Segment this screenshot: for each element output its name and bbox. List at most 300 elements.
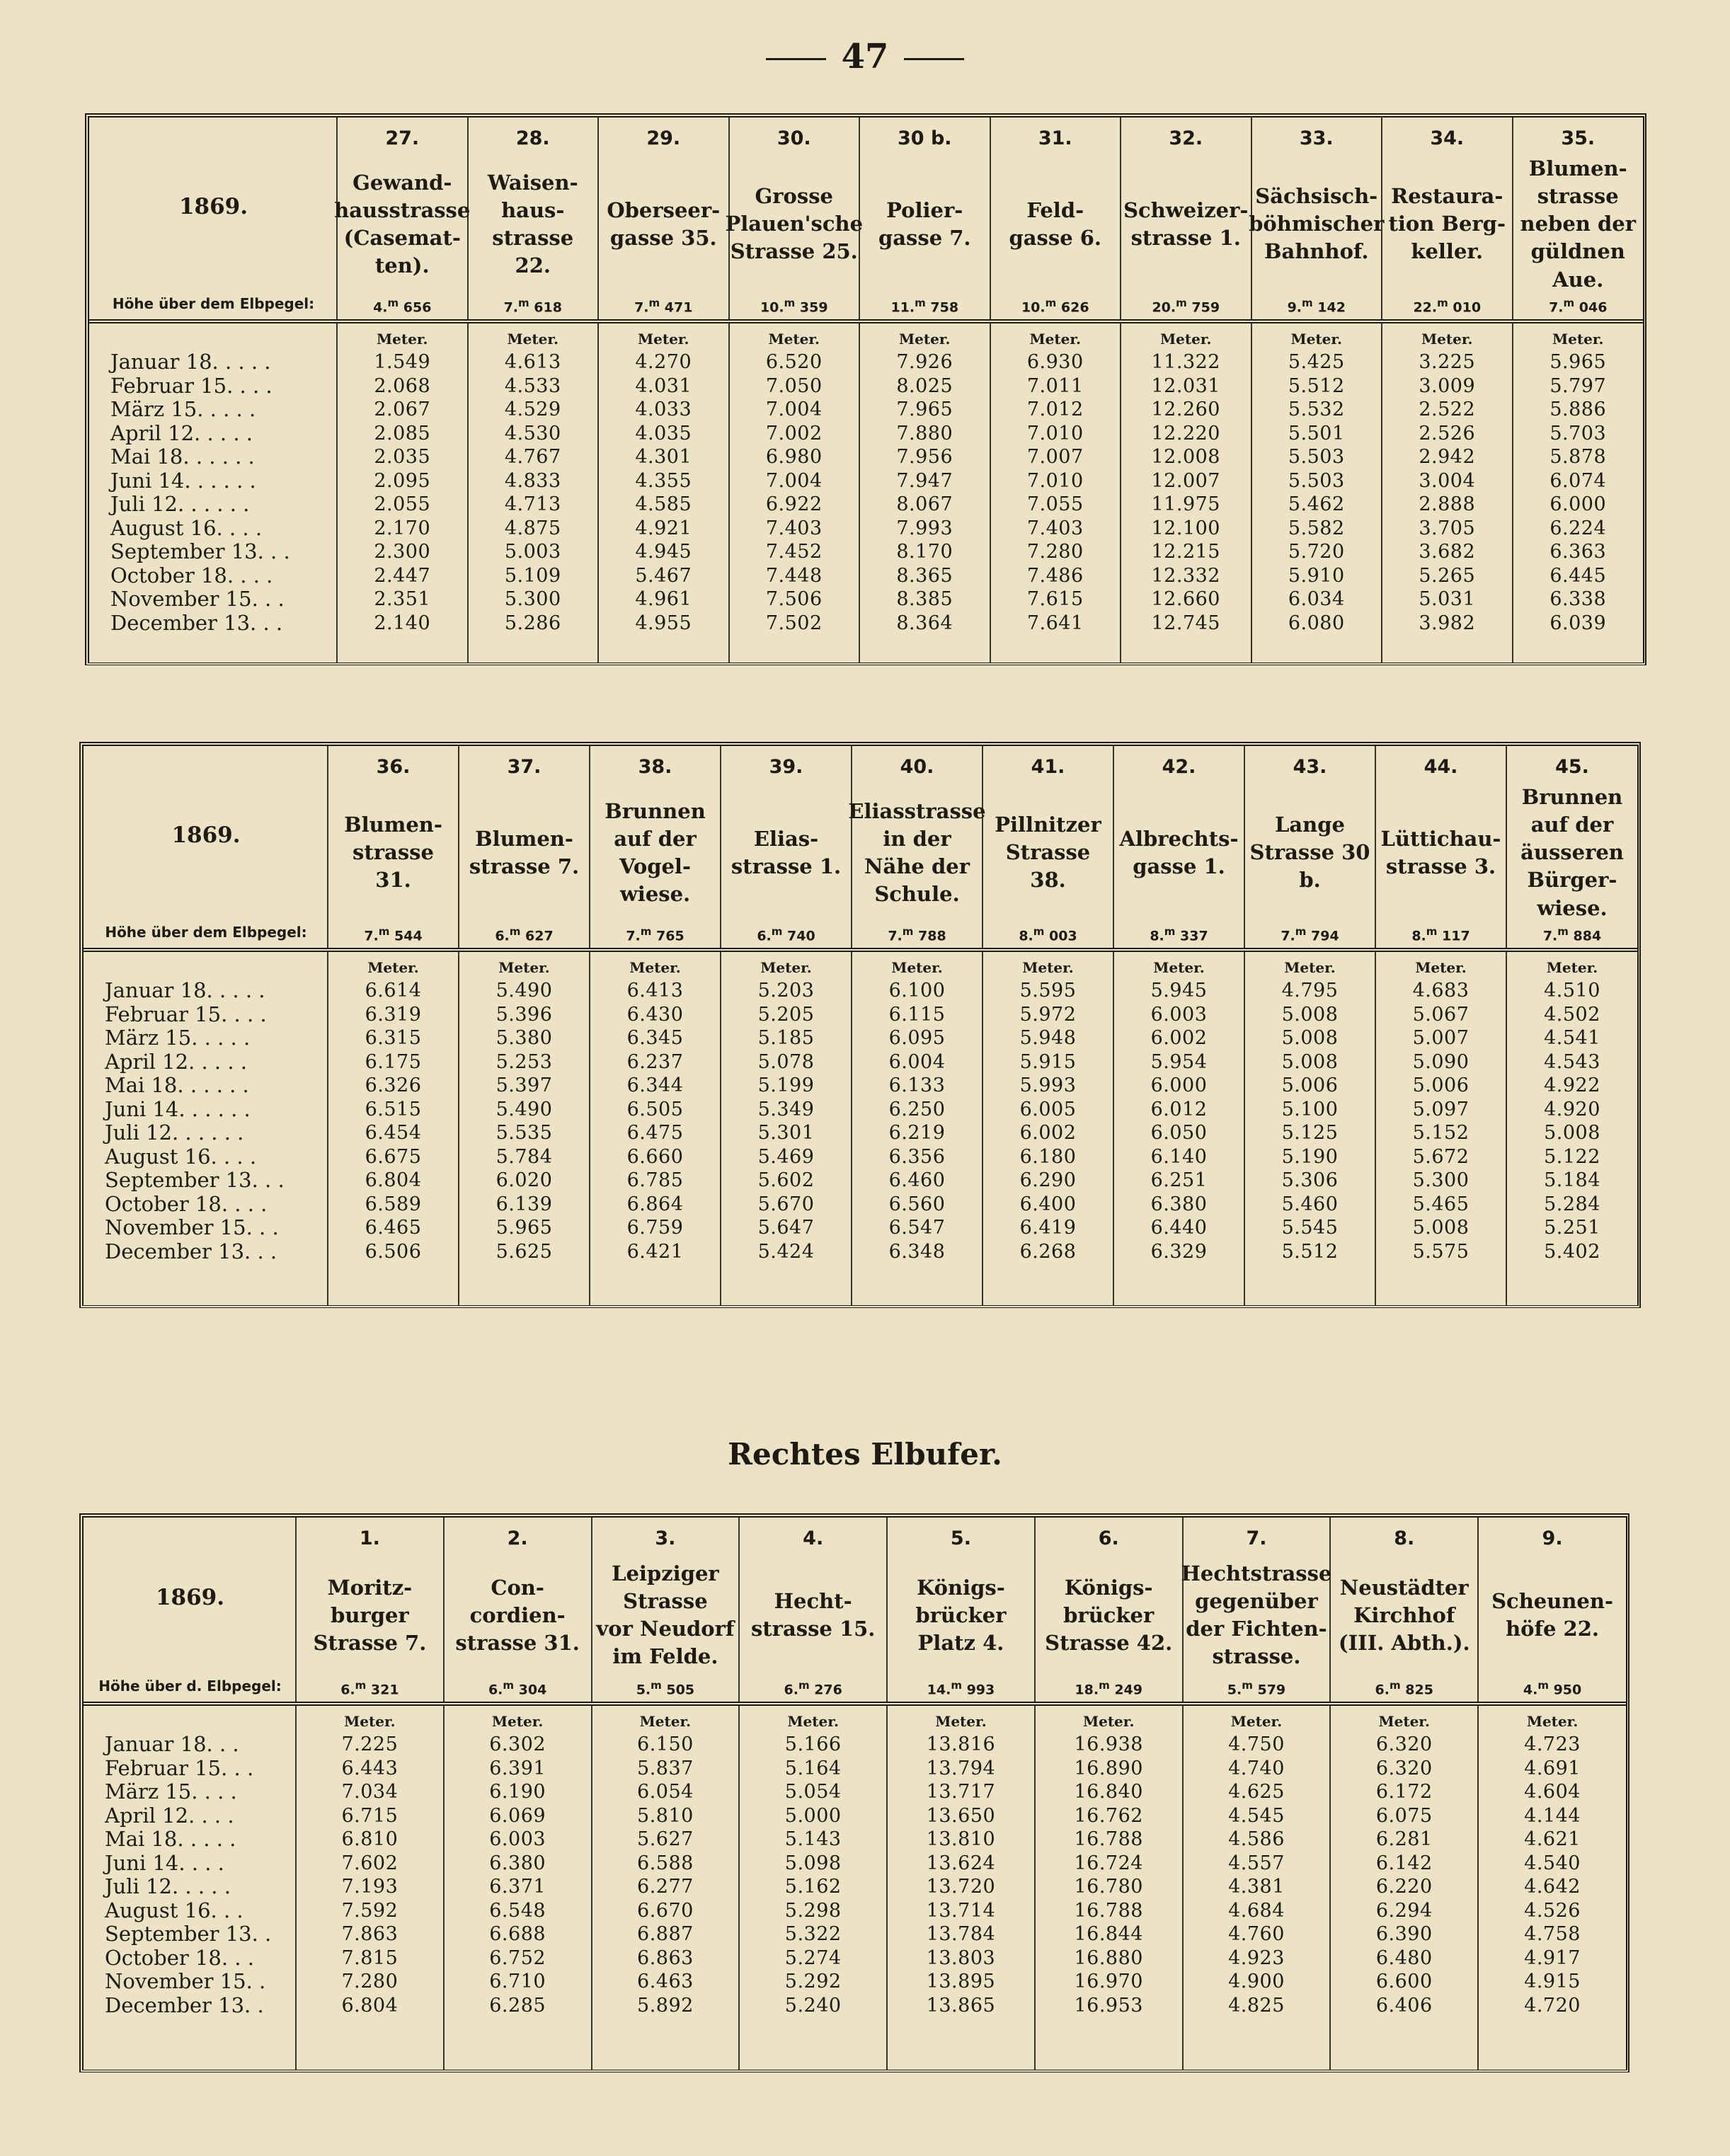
value-item: 5.380 [495,1027,553,1050]
value-item: 6.356 [888,1145,946,1168]
value-item: 6.002 [1150,1027,1208,1050]
value-cell [729,321,860,663]
unit-label: Meter. [760,959,812,977]
column-header [1113,746,1244,950]
value-item: 6.390 [1375,1923,1433,1945]
value-item: 5.349 [757,1098,815,1120]
value-item: 6.520 [765,351,823,374]
value-item: 5.396 [495,1003,553,1026]
column-header-content [599,117,728,319]
value-item: 5.306 [1281,1169,1339,1192]
unit-label: Meter. [1022,959,1074,977]
value-item: 4.526 [1524,1899,1581,1922]
date-item: April 12. . . . [105,1804,234,1828]
value-cell [721,950,852,1305]
value-item: 5.292 [784,1971,842,1992]
water-level-table-right-bank [79,1513,1629,2072]
value-item: 5.993 [1019,1074,1077,1097]
well-height: 8.$^m$ 117 [1411,924,1470,944]
value-item: 6.430 [626,1003,684,1026]
value-item: 5.152 [1412,1122,1470,1145]
well-number: 40. [900,756,934,778]
page-number-dash-right [904,58,964,60]
value-list [1331,1733,1477,2017]
well-height: 4.$^m$ 656 [373,296,432,316]
value-item: 4.529 [504,398,561,421]
value-item: 5.067 [1412,1003,1470,1026]
date-item: September 13. . [105,1922,272,1946]
value-item: 6.440 [1150,1217,1208,1239]
value-item: 5.274 [784,1946,842,1969]
value-item: 12.215 [1151,541,1220,563]
value-item: 6.320 [1375,1733,1433,1755]
well-number: 32. [1169,127,1203,149]
well-location-text: Lange Strasse 30 b. [1249,813,1370,893]
value-item: 7.815 [341,1946,399,1969]
value-item: 6.864 [626,1193,684,1215]
value-item: 7.926 [896,351,953,374]
column-header-content [721,746,851,948]
value-item: 5.965 [1549,351,1607,374]
value-item: 5.501 [1288,422,1345,445]
value-list [1513,350,1644,635]
well-location-text: Blumen- strasse neben der güldnen Aue. [1520,156,1636,292]
value-item: 13.810 [926,1828,996,1850]
value-item: 8.385 [896,588,953,611]
page-number-dash-left [766,58,826,60]
value-item: 6.220 [1375,1876,1433,1898]
value-item: 7.002 [765,422,823,445]
well-height: 6.$^m$ 740 [757,924,815,944]
value-cell [1330,1704,1478,2070]
value-item: 5.462 [1288,493,1345,516]
data-table [89,117,1643,663]
value-item: 5.910 [1288,564,1345,587]
well-location-text: Albrechts- gasse 1. [1119,826,1239,878]
unit-label: Meter. [1290,331,1342,348]
value-list [459,979,589,1263]
value-item: 2.888 [1419,493,1476,516]
value-item: 4.625 [1228,1781,1285,1803]
date-list [84,979,327,1263]
value-cell [1513,321,1644,663]
value-item: 6.463 [637,1971,694,1992]
value-item: 7.280 [1026,541,1084,563]
well-location-text: Con- cordien- strasse 31. [455,1575,580,1655]
value-item: 7.502 [765,612,823,634]
value-item: 3.705 [1419,517,1476,539]
value-item: 16.953 [1074,1994,1143,2017]
well-height: 6.$^m$ 304 [488,1678,547,1697]
label-header-cell [89,117,337,321]
value-item: 6.315 [365,1027,422,1050]
well-height: 10.$^m$ 359 [760,296,828,316]
value-item: 4.144 [1524,1804,1581,1827]
value-cell [590,950,721,1305]
well-location-text: Königs- brücker Strasse 42. [1045,1575,1173,1655]
well-location [1248,784,1372,922]
year-label: 1869. [178,193,248,219]
column-header [592,1518,740,1704]
height-label: Höhe über dem Elbpegel: [112,295,315,313]
value-item: 6.000 [1150,1074,1208,1097]
value-item: 5.972 [1019,1003,1077,1026]
value-item: 16.724 [1074,1852,1143,1874]
section-heading: Rechtes Elbufer. [728,1437,1002,1472]
value-item: 3.982 [1419,612,1476,634]
column-header-content [1114,746,1244,948]
value-item: 5.190 [1281,1145,1339,1168]
value-list [1245,979,1375,1263]
value-item: 5.205 [757,1003,815,1026]
value-item: 4.767 [504,446,561,469]
value-item: 6.290 [1019,1169,1077,1192]
page-number [0,37,1730,76]
value-item: 4.543 [1544,1050,1600,1073]
column-header [334,117,471,321]
value-cell [852,950,983,1305]
well-number: 41. [1031,756,1065,778]
value-item: 5.469 [757,1145,815,1168]
value-item: 6.080 [1288,612,1345,634]
column-header-content [1181,1518,1332,1702]
value-item: 6.363 [1549,541,1607,563]
label-header-cell [84,1518,296,1704]
column-header [459,746,590,950]
value-item: 6.039 [1549,612,1607,634]
column-header-content [740,1518,886,1702]
unit-label: Meter. [935,1713,987,1730]
value-item: 6.002 [1019,1122,1077,1145]
value-item: 6.250 [888,1098,946,1120]
value-item: 5.784 [495,1145,553,1168]
value-item: 5.006 [1281,1074,1339,1097]
value-list [1376,979,1506,1263]
unit-label: Meter. [1284,959,1336,977]
value-item: 2.942 [1419,446,1476,469]
value-cell [859,321,990,663]
height-label: Höhe über d. Elbpegel: [98,1678,282,1695]
value-item: 7.947 [896,469,953,492]
well-number: 31. [1038,127,1072,149]
value-list [338,350,467,635]
value-item: 4.683 [1412,980,1470,1002]
value-item: 4.920 [1544,1098,1600,1120]
value-item: 6.547 [888,1217,946,1239]
value-cell [296,1704,444,2070]
column-header-content [469,117,598,319]
value-item: 11.322 [1151,351,1220,374]
well-location [455,1555,579,1676]
well-location-text: Oberseer- gasse 35. [607,197,721,250]
value-item: 5.298 [784,1899,842,1922]
value-item: 6.475 [626,1122,684,1145]
well-location [331,784,455,922]
well-height: 6.$^m$ 825 [1375,1678,1433,1697]
date-item: Juli 12. . . . . [105,1875,231,1898]
column-header [1506,746,1637,950]
well-number: 37. [507,756,542,778]
value-item: 12.745 [1151,612,1220,634]
well-location-text: Feld- gasse 6. [1009,197,1102,250]
value-item: 6.319 [365,1003,422,1026]
value-item: 4.723 [1524,1733,1581,1755]
well-height: 7.$^m$ 884 [1542,924,1602,944]
date-cell [84,950,328,1305]
value-item: 4.035 [635,422,692,445]
height-label: Höhe über dem Elbpegel: [105,924,307,941]
value-item: 5.100 [1281,1098,1339,1120]
well-height: 5.$^m$ 579 [1227,1678,1286,1697]
value-item: 5.300 [1412,1169,1470,1192]
data-row [84,950,1637,1305]
value-item: 5.300 [504,588,561,611]
column-header-content [888,1518,1034,1702]
value-item: 6.003 [1150,1003,1208,1026]
value-item: 3.682 [1419,541,1476,563]
value-item: 4.545 [1228,1804,1285,1827]
value-item: 5.490 [495,980,553,1002]
well-location-text: Elias- strasse 1. [731,826,842,878]
value-item: 7.880 [896,422,953,445]
value-item: 6.560 [888,1193,946,1215]
value-item: 6.281 [1375,1828,1433,1850]
water-level-table-left-bank-1 [85,113,1646,665]
value-item: 5.965 [495,1217,553,1239]
date-list [89,350,336,635]
value-item: 5.301 [757,1122,815,1145]
well-height: 14.$^m$ 993 [927,1678,995,1697]
value-item: 16.890 [1074,1757,1143,1779]
value-item: 6.980 [765,446,823,469]
value-item: 7.993 [896,517,953,539]
value-item: 6.150 [637,1733,694,1755]
value-list [740,1733,886,2017]
unit-label: Meter. [1552,331,1604,348]
column-header-content [1245,746,1375,948]
value-item: 2.300 [374,541,431,563]
header-row [84,1518,1626,1704]
value-item: 6.224 [1549,517,1607,539]
value-item: 16.780 [1074,1876,1143,1898]
value-cell [1375,950,1506,1305]
date-item: November 15. . . [110,587,285,612]
value-item: 6.400 [1019,1193,1077,1215]
value-item: 5.915 [1019,1050,1077,1073]
value-item: 6.887 [637,1923,694,1945]
value-item: 5.006 [1412,1074,1470,1097]
well-location-text: Gewand- hausstrasse (Casemat- ten). [334,170,471,277]
value-item: 5.122 [1544,1145,1600,1168]
value-item: 4.740 [1228,1757,1285,1779]
value-item: 5.097 [1412,1098,1470,1120]
value-item: 13.895 [926,1971,996,1992]
value-cell [598,321,729,663]
date-item: Januar 18. . . . . [105,979,265,1003]
label-cell [84,1518,295,1702]
date-item: Juni 14. . . . . . [110,469,256,493]
well-height: 7.$^m$ 471 [634,296,693,316]
value-item: 7.007 [1026,446,1084,469]
value-cell [444,1704,592,2070]
column-header-content [592,1518,739,1702]
value-item: 16.762 [1074,1804,1143,1827]
value-item: 3.004 [1419,469,1476,492]
value-item: 8.364 [896,612,953,634]
value-item: 7.012 [1026,398,1084,421]
value-item: 5.397 [495,1074,553,1097]
value-item: 6.715 [341,1804,399,1827]
label-cell [84,746,327,948]
value-item: 6.419 [1019,1217,1077,1239]
well-number: 3. [655,1527,676,1549]
data-table [84,746,1637,1305]
value-item: 5.203 [757,980,815,1002]
value-item: 4.923 [1228,1946,1285,1969]
value-item: 5.465 [1412,1193,1470,1215]
value-item: 5.945 [1150,980,1208,1002]
value-item: 2.526 [1419,422,1476,445]
date-item: Februar 15. . . [105,1756,254,1780]
well-location [915,1555,1006,1676]
column-header [1330,1518,1478,1704]
value-list [590,979,720,1263]
value-cell [337,321,468,663]
value-item: 7.034 [341,1781,399,1803]
column-header-content [991,117,1121,319]
value-item: 5.090 [1412,1050,1470,1073]
value-item: 6.329 [1150,1240,1208,1263]
value-item: 5.535 [495,1122,553,1145]
value-item: 5.008 [1544,1122,1600,1145]
well-location-text: Eliasstrasse in der Nähe der Schule. [848,798,986,906]
value-item: 7.403 [1026,517,1084,539]
value-item: 6.710 [489,1971,546,1992]
date-item: Mai 18. . . . . . [105,1074,249,1098]
date-item: October 18. . . . [105,1192,268,1216]
value-item: 6.863 [637,1946,694,1969]
value-item: 6.020 [495,1169,553,1192]
value-item: 4.833 [504,469,561,492]
value-item: 4.557 [1228,1852,1285,1874]
value-list [328,979,458,1263]
value-item: 13.784 [926,1923,996,1945]
value-item: 6.004 [888,1050,946,1073]
well-location-text: Polier- gasse 7. [878,197,971,250]
value-item: 6.600 [1375,1971,1433,1992]
value-item: 4.540 [1524,1852,1581,1874]
value-item: 4.945 [635,541,692,563]
well-location [471,155,595,294]
value-item: 4.760 [1228,1923,1285,1945]
value-item: 4.031 [635,374,692,397]
value-item: 6.172 [1375,1781,1433,1803]
date-item: December 13. . . [105,1239,277,1263]
value-cell [1478,1704,1626,2070]
value-item: 5.166 [784,1733,842,1755]
column-header [444,1518,592,1704]
value-item: 5.007 [1412,1027,1470,1050]
value-item: 4.510 [1544,980,1600,1002]
value-item: 6.588 [637,1852,694,1874]
value-item: 6.237 [626,1050,684,1073]
value-item: 5.545 [1281,1217,1339,1239]
value-item: 6.443 [341,1757,399,1779]
value-item: 4.720 [1524,1994,1581,2017]
date-item: Juli 12. . . . . . [110,493,250,517]
label-header-cell [84,746,328,950]
date-item: August 16. . . [105,1898,244,1922]
value-cell [1506,950,1637,1305]
value-item: 4.684 [1228,1899,1285,1922]
value-item: 5.008 [1281,1050,1339,1073]
value-item: 5.251 [1544,1217,1600,1239]
value-item: 4.955 [635,612,692,634]
well-number: 5. [950,1527,971,1549]
value-item: 7.010 [1026,422,1084,445]
column-header [859,117,990,321]
unit-label: Meter. [639,1713,692,1730]
value-item: 5.162 [784,1876,842,1898]
well-height: 6.$^m$ 627 [495,924,554,944]
well-number: 7. [1246,1527,1267,1549]
value-item: 5.625 [495,1240,553,1263]
value-item: 5.265 [1419,564,1476,587]
well-height: 7.$^m$ 788 [888,924,946,944]
well-location [605,784,706,922]
value-item: 2.055 [374,493,431,516]
value-item: 5.402 [1544,1240,1600,1263]
value-item: 5.878 [1549,446,1607,469]
value-item: 5.199 [757,1074,815,1097]
value-item: 4.586 [1228,1828,1285,1850]
value-cell [990,321,1121,663]
column-header-content [1036,1518,1182,1702]
value-item: 6.406 [1375,1994,1433,2017]
well-number: 9. [1542,1527,1563,1549]
value-item: 16.788 [1074,1828,1143,1850]
year-label: 1869. [155,1585,225,1610]
well-location-text: Neustädter Kirchhof (III. Abth.). [1338,1575,1470,1655]
date-item: November 15. . [105,1970,266,1993]
value-item: 7.615 [1026,588,1084,611]
value-item: 16.788 [1074,1899,1143,1922]
well-location [986,784,1110,922]
value-item: 7.055 [1026,493,1084,516]
well-height: 6.$^m$ 276 [784,1678,842,1697]
date-item: April 12. . . . . [110,421,253,445]
date-item: Juni 14. . . . . . [105,1097,251,1121]
value-item: 6.069 [489,1804,546,1827]
value-cell [468,321,599,663]
value-item: 6.219 [888,1122,946,1145]
value-item: 4.604 [1524,1781,1581,1803]
dates-spacer [89,329,336,350]
unit-label: Meter. [1160,331,1212,348]
value-item: 16.844 [1074,1923,1143,1945]
well-location-text: Pillnitzer Strasse 38. [995,813,1101,893]
value-item: 4.530 [504,422,561,445]
well-number: 27. [385,127,420,149]
value-list [1121,350,1251,635]
well-number: 30 b. [897,127,952,149]
well-height: 9.$^m$ 142 [1287,296,1346,316]
value-list [592,1733,739,2017]
value-item: 4.795 [1281,980,1339,1002]
value-item: 2.447 [374,564,431,587]
value-item: 7.448 [765,564,823,587]
value-item: 7.004 [765,398,823,421]
